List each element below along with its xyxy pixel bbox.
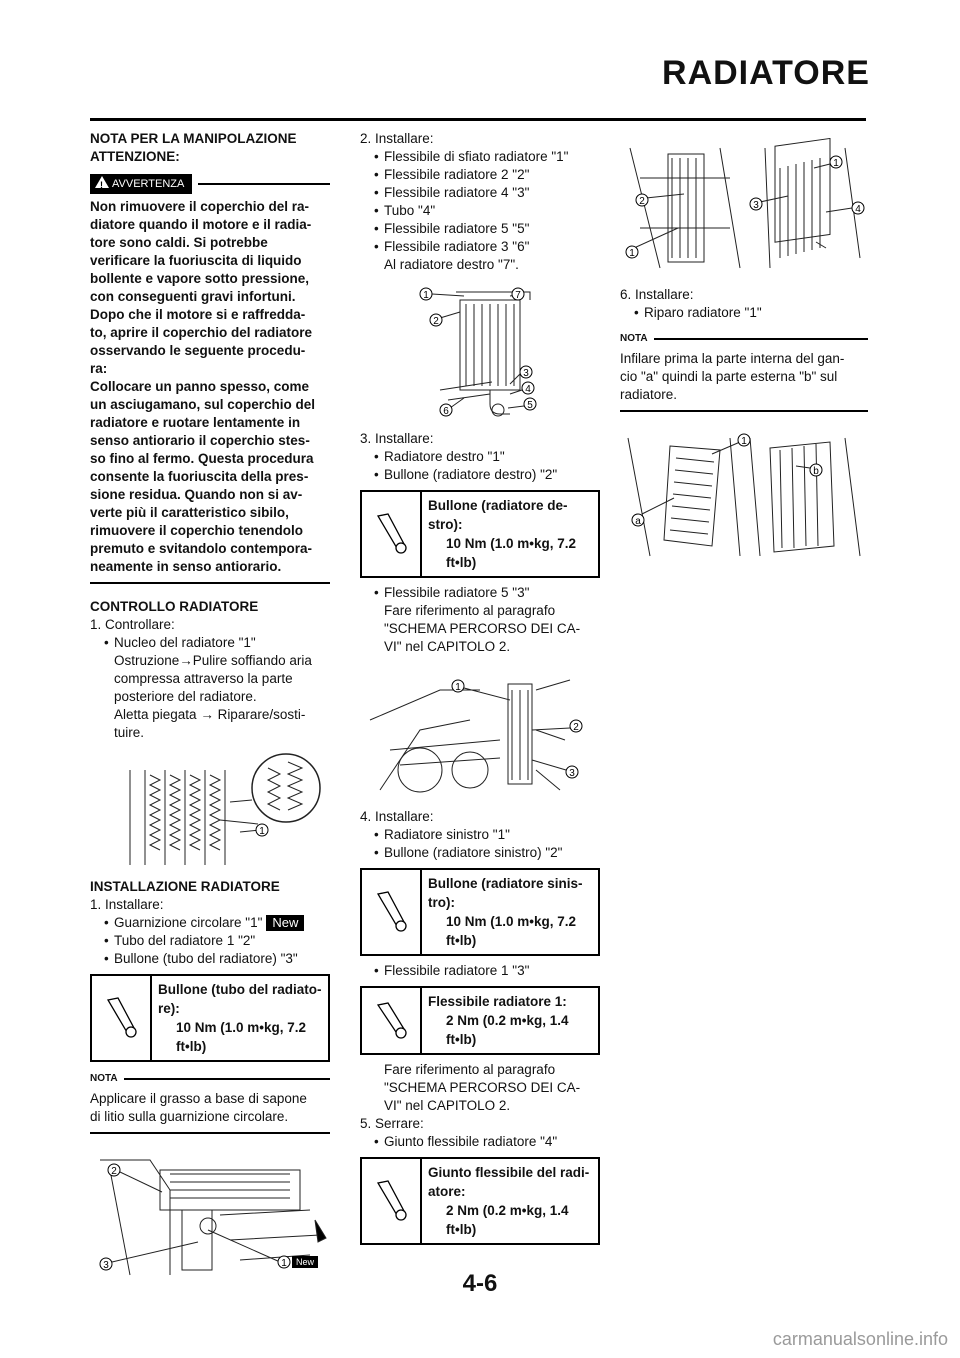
section-title-handling: NOTA PER LA MANIPOLAZIONE [90,131,297,146]
step2: 2. Installare: [360,131,434,146]
page-number: 4-6 [462,1270,498,1297]
step6-bullet: • Riparo radiatore "1" [620,304,868,322]
page-title: RADIATORE [662,54,870,92]
note-text: Infilare prima la parte interna del gan- cio "a" quindi la parte esterna "b" sul radiatore. [620,351,845,402]
note-header: NOTA [90,1070,330,1088]
warning-end-rule [90,582,330,584]
figure-radiator-core [90,750,330,870]
callout-1: 1 [423,290,429,301]
callout-2: 2 [111,1166,117,1177]
warning-text: Non rimuovere il coperchio del ra- diatore quando il motore e il radia- tore sono caldi. Si potrebbe verificare la fuoriuscita di liquido bollente e vapore sotto pressione, con conseguenti gravi infortuni. Dopo che il motore si e raffredda- to, aprire il coperchio del radiatore osservando le seguente procedu- ra: Collocare un panno spesso, come un asciugamano, sul coperchio del radiatore e ruotare lentamente in senso antiorario il coperchio stes- so fino al fermo. Questa procedura consente la fuoriuscita della pres- sione residua. Quando non si av- verte più il caratteristico sibilo, rimuovere il coperchio tenendolo premuto e svitandolo contempora- neamente in senso antiorario. [90,199,316,574]
figure-radiator-pipe [90,1150,330,1280]
note-header: NOTA [620,330,868,348]
section-title-install: INSTALLAZIONE RADIATORE [90,879,280,894]
step3-bullet: • Radiatore destro "1" [360,448,600,466]
figure-right-radiator-hoses [360,282,600,422]
callout-3: 3 [753,200,759,211]
callout-1: 1 [281,1258,287,1269]
column-3 [620,130,868,566]
torque-wrench-icon [362,870,422,954]
callout-1: 1 [629,248,635,259]
figure-right-radiator-mount [360,670,600,800]
torque-box-right-radiator: Bullone (radiatore de- stro): 10 Nm (1.0 m•kg, 7.2 ft•lb) [360,490,600,578]
callout-1: 1 [741,436,747,447]
step4-bullet: • Radiatore sinistro "1" [360,826,600,844]
note-end-rule [620,410,868,412]
column-2 [360,130,600,1251]
step4-bullet: • Bullone (radiatore sinistro) "2" [360,844,600,862]
figure-radiators-overview [620,138,868,278]
callout-1: 1 [455,682,461,693]
header-rule [90,118,866,121]
step5: 5. Serrare: [360,1116,424,1131]
column-1 [90,130,330,1288]
step3-hose: • Flessibile radiatore 5 "3" [360,584,600,602]
callout-a: a [635,516,641,527]
step4: 4. Installare: [360,809,434,824]
note-text: Applicare il grasso a base di sapone di litio sulla guarnizione circolare. [90,1091,307,1124]
callout-4: 4 [525,384,531,395]
callout-1: 1 [833,158,839,169]
check-step: 1. Controllare: [90,617,175,632]
callout-3: 3 [523,368,529,379]
section-subtitle-attention: ATTENZIONE: [90,149,180,164]
warning-badge: ! AVVERTENZA [90,174,192,194]
step6: 6. Installare: [620,287,694,302]
install-step: 1. Installare: [90,897,164,912]
install-bullet-3: • Bullone (tubo del radiatore) "3" [90,950,330,968]
section-title-check: CONTROLLO RADIATORE [90,599,259,614]
install-bullet-2: • Tubo del radiatore 1 "2" [90,932,330,950]
torque-wrench-icon [362,1159,422,1243]
figure-new-badge: New [295,1257,315,1267]
callout-7: 7 [515,290,521,301]
step4-ref: Fare riferimento al paragrafo "SCHEMA PERCORSO DEI CA- VI" nel CAPITOLO 2. [384,1062,581,1113]
check-bullet: • Nucleo del radiatore "1" [90,634,330,652]
callout-6: 6 [443,406,449,417]
step2-bullet: • Flessibile radiatore 5 "5" [360,220,600,238]
step2-bullet: • Flessibile radiatore 2 "2" [360,166,600,184]
torque-wrench-icon [92,976,152,1060]
step3: 3. Installare: [360,431,434,446]
warning-triangle-icon [95,176,109,188]
callout-2: 2 [639,196,645,207]
callout-4: 4 [855,204,861,215]
step4-hose: • Flessibile radiatore 1 "3" [360,962,600,980]
watermark-link[interactable]: carmanualsonline.info [772,1329,948,1349]
callout-3: 3 [569,768,575,779]
install-bullet-1: • Guarnizione circolare "1" New [90,914,330,932]
warning-header [90,174,330,194]
step5-bullet: • Giunto flessibile radiatore "4" [360,1133,600,1151]
torque-box-hose-clamp: Giunto flessibile del radi- atore: 2 Nm (0.2 m•kg, 1.4 ft•lb) [360,1157,600,1245]
callout-b: b [813,466,819,477]
warning-rule [198,183,330,185]
step2-bullet: • Flessibile radiatore 3 "6" [360,238,600,256]
callout-1: 1 [259,826,265,837]
torque-box-hose-1: Flessibile radiatore 1: 2 Nm (0.2 m•kg, 1.4 ft•lb) [360,986,600,1055]
callout-5: 5 [527,400,533,411]
callout-3: 3 [103,1260,109,1271]
torque-wrench-icon [362,492,422,576]
step2-note: Al radiatore destro "7". [384,257,519,272]
step2-bullet: • Flessibile di sfiato radiatore "1" [360,148,600,166]
torque-box-left-radiator: Bullone (radiatore sinis- tro): 10 Nm (1.0 m•kg, 7.2 ft•lb) [360,868,600,956]
new-badge: New [266,915,304,931]
figure-radiator-guard [620,428,868,558]
check-details: Ostruzione→Pulire soffiando aria compressa attraverso la parte posteriore del radiatore. Aletta piegata → Riparare/sosti- tuire. [114,653,312,740]
step2-bullet: • Flessibile radiatore 4 "3" [360,184,600,202]
note-end-rule [90,1132,330,1134]
step3-ref: Fare riferimento al paragrafo "SCHEMA PERCORSO DEI CA- VI" nel CAPITOLO 2. [384,603,581,654]
step2-bullet: • Tubo "4" [360,202,600,220]
callout-2: 2 [573,722,579,733]
torque-box-pipe-bolt: Bullone (tubo del radiato- re): 10 Nm (1.0 m•kg, 7.2 ft•lb) [90,974,330,1062]
step3-bullet: • Bullone (radiatore destro) "2" [360,466,600,484]
callout-2: 2 [433,316,439,327]
torque-wrench-icon [362,988,422,1053]
